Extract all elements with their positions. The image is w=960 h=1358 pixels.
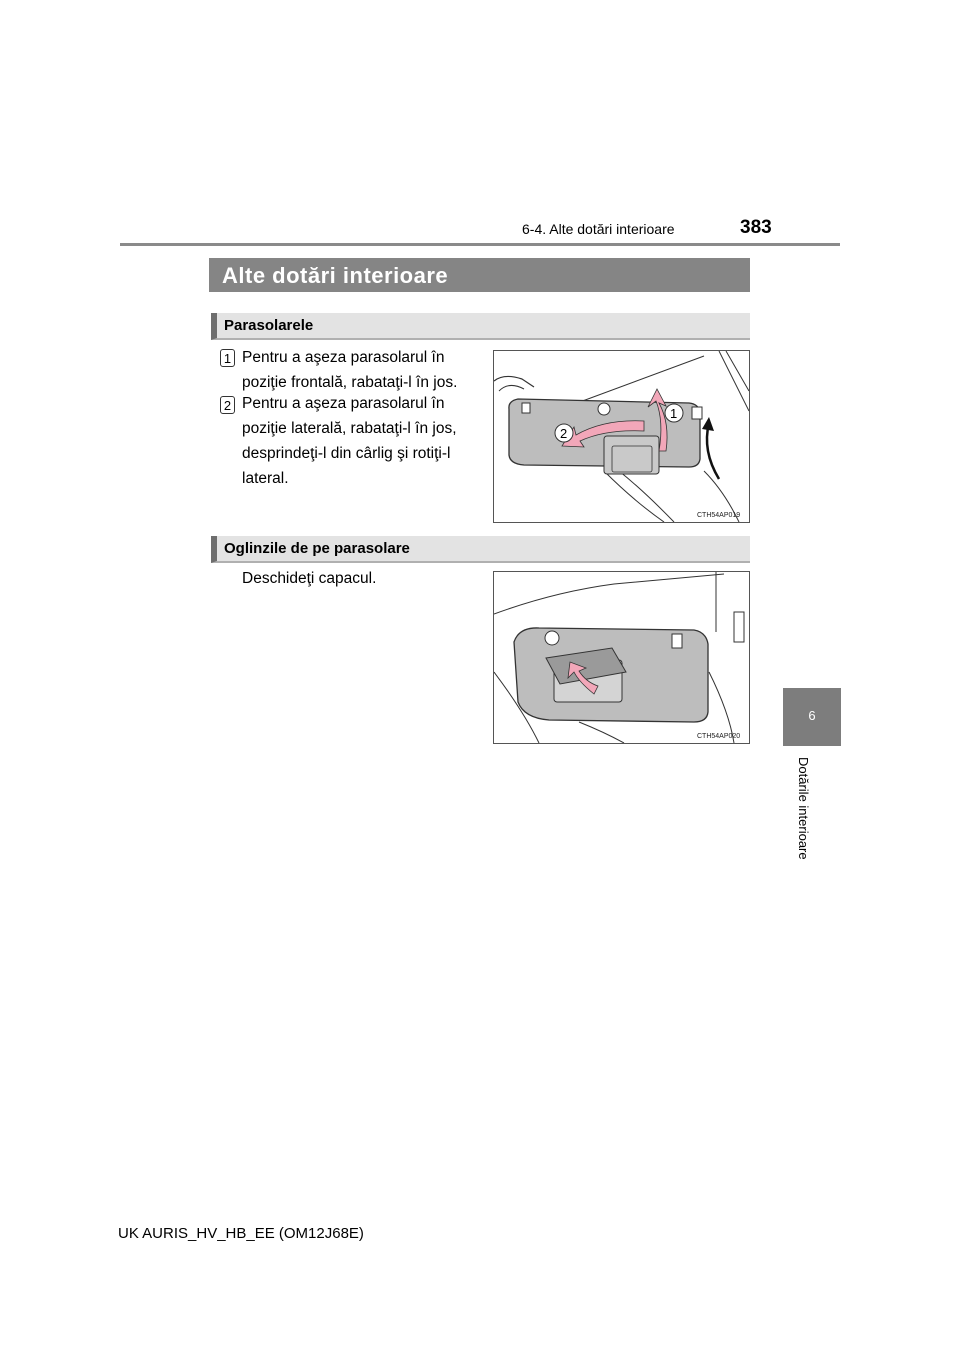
figure-sun-visor (493, 350, 750, 523)
step-text-1 (242, 345, 479, 395)
chapter-number: 6 (808, 708, 816, 723)
step-1-line: poziţie frontală, rabataţi-l în jos. (242, 374, 458, 391)
step-number-1: 1 (220, 349, 235, 367)
chapter-title: Dotările interioare (796, 757, 811, 860)
step-2-line: desprindeţi-l din cârlig şi rotiţi-l (242, 445, 451, 462)
page-number: 383 (740, 217, 772, 238)
header-divider (120, 243, 840, 246)
document-footer: UK AURIS_HV_HB_EE (OM12J68E) (118, 1225, 364, 1242)
step-text-2 (242, 391, 479, 491)
step-2-line: poziţie laterală, rabataţi-l în jos, (242, 420, 457, 437)
figure-code-1: CTH54AP019 (697, 512, 741, 519)
callout-1: 1 (670, 406, 678, 421)
figure-vanity-mirror (493, 571, 750, 744)
mirror-instruction: Deschideţi capacul. (242, 570, 377, 587)
callout-2: 2 (560, 426, 568, 441)
page-title: Alte dotări interioare (222, 263, 449, 288)
step-number-2: 2 (220, 396, 235, 414)
step-2-line: lateral. (242, 470, 289, 487)
sun-visor-illustration (494, 351, 749, 522)
section-header: 6-4. Alte dotări interioare (522, 221, 675, 237)
chapter-title-vertical (795, 757, 813, 877)
subheading-parasolarele: Parasolarele (224, 317, 314, 334)
subheading-oglinzile: Oglinzile de pe parasolare (224, 540, 410, 557)
step-2-line: Pentru a aşeza parasolarul în (242, 395, 445, 412)
vanity-mirror-illustration (494, 572, 749, 743)
step-1-line: Pentru a aşeza parasolarul în (242, 349, 445, 366)
figure-code-2: CTH54AP020 (697, 733, 741, 740)
